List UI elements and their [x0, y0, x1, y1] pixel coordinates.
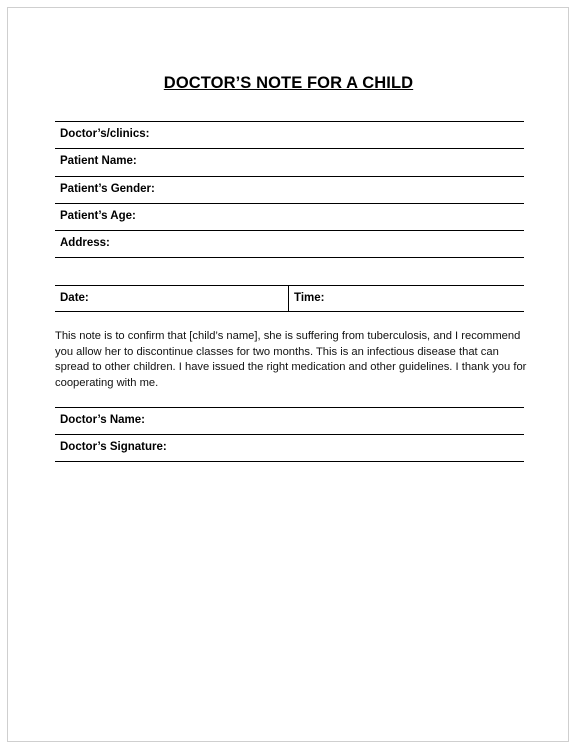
field-label-patient-name: Patient Name: [60, 155, 137, 167]
date-field[interactable] [55, 286, 289, 311]
field-row-patient-age[interactable] [55, 203, 524, 230]
field-row-doctor-signature[interactable] [55, 434, 524, 461]
note-body: This note is to confirm that [child’s name], she is suffering from tuberculosis, and I recommend you allow her to discontinue classes for two months. This is an infectious disease that can spread to other children. I have issued the right medication and other guidelines. I thank you for cooperating with me. [55, 330, 527, 389]
field-label-patient-age: Patient’s Age: [60, 210, 136, 222]
address-continuation-line[interactable] [55, 257, 524, 258]
field-label-doctor-name: Doctor’s Name: [60, 414, 145, 426]
field-row-patient-name[interactable] [55, 148, 524, 175]
field-row-clinic[interactable] [55, 121, 524, 148]
field-label-address: Address: [60, 237, 110, 249]
field-label-clinic: Doctor’s/clinics: [60, 128, 150, 140]
field-row-address[interactable] [55, 230, 524, 257]
date-time-row [55, 285, 524, 312]
field-label-patient-gender: Patient’s Gender: [60, 183, 155, 195]
field-label-time: Time: [294, 292, 325, 304]
field-label-doctor-signature: Doctor’s Signature: [60, 441, 167, 453]
signature-bottom-line [55, 461, 524, 462]
time-field[interactable] [289, 286, 524, 311]
field-row-doctor-name[interactable] [55, 407, 524, 434]
document-title: DOCTOR’S NOTE FOR A CHILD [163, 74, 414, 92]
field-label-date: Date: [60, 292, 89, 304]
field-row-patient-gender[interactable] [55, 176, 524, 203]
